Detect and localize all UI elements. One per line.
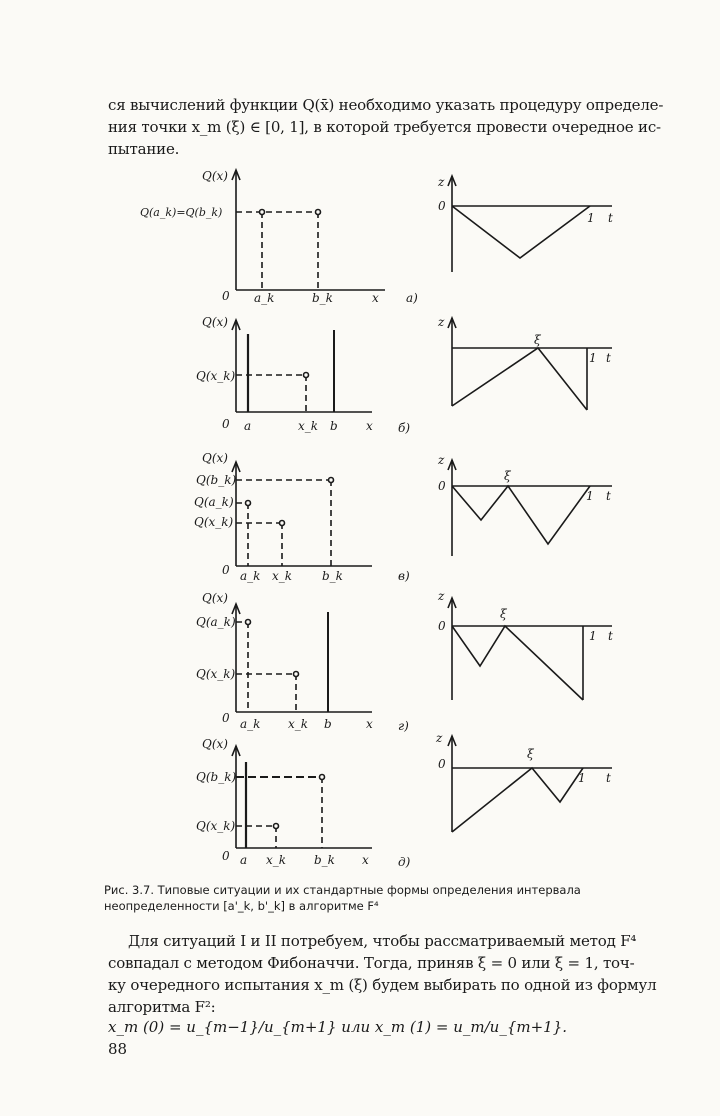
text-line: совпадал с методом Фибоначчи. Тогда, приняв ξ = 0 или ξ = 1, точ- [108,954,635,972]
panel-d-origin: 0 [438,757,446,771]
figure-caption [104,882,704,914]
bottom-paragraph [108,930,668,1018]
panel-b-y-label: Q(x) [202,315,228,329]
panel-v-label: в) [398,569,410,583]
point-ak [246,620,251,625]
point-bk [329,478,334,483]
panel-v-y-label: Q(x) [202,451,228,465]
z-curve [452,348,587,410]
panel-v-z-label: z [438,453,445,467]
panel-a-x-label: x [372,291,379,305]
point-xk [280,521,285,526]
panel-b-x-label: a [244,419,252,433]
page-number: 88 [108,1040,128,1058]
panel-g-left-chart [232,604,372,712]
panel-g-z-label: z [438,589,445,603]
panel-d-xi: ξ [527,747,534,761]
panel-v-x-label: 0 [222,563,230,577]
panel-b-one: 1 [589,351,597,365]
point-ak [260,210,265,215]
panel-d-value-label: Q(x_k) [196,819,236,833]
panel-b-x-label: 0 [222,417,230,431]
panel-v-x-label: a_k [240,569,261,583]
panel-d-x-label: x_k [266,853,287,867]
z-curve [452,768,583,832]
panel-a-left-chart [232,170,385,290]
panel-d-x-label: x [362,853,369,867]
text-line: Для ситуаций I и II потребуем, чтобы рассматриваемый метод F⁴ [128,932,637,950]
text-line: ку очередного испытания x_m (ξ) будем выбирать по одной из формул [108,976,657,994]
panel-g-right-chart [448,598,612,700]
panel-v-value-label: Q(x_k) [194,515,234,529]
panel-v-right-chart [448,460,612,556]
point-ak [246,501,251,506]
panel-g-x-label: a_k [240,717,261,731]
text-line: пытание. [108,140,180,158]
panel-a-t-label: t [608,211,613,225]
panel-d-label: д) [398,855,411,869]
caption-line: неопределенности [a'_k, b'_k] в алгоритме F⁴ [104,899,379,913]
panel-b-x-label: x [366,419,373,433]
panel-v-value-label: Q(b_k) [196,473,237,487]
panel-a-one: 1 [587,211,595,225]
z-curve [452,486,590,544]
panel-d-x-label: b_k [314,853,335,867]
panel-a-z-label: z [438,175,445,189]
panel-g-y-label: Q(x) [202,591,228,605]
panel-b-right-chart [448,318,612,410]
panel-v-x-label: x_k [272,569,293,583]
panel-a-x-label: a_k [254,291,275,305]
panel-g-label: г) [398,719,409,733]
panel-v-left-chart [232,462,372,566]
panel-a-label: а) [406,291,418,305]
panel-a-y-label: Q(x) [202,169,228,183]
text-line: алгоритма F²: [108,998,216,1016]
panel-a-value-label: Q(a_k)=Q(b_k) [140,206,223,219]
panel-g-x-label: x_k [288,717,309,731]
panel-d-value-label: Q(b_k) [196,770,237,784]
panel-g-one: 1 [589,629,597,643]
panel-g-origin: 0 [438,619,446,633]
panel-g-x-label: 0 [222,711,230,725]
panel-b-x-label: x_k [298,419,319,433]
text-line: ния точки x_m (ξ) ∈ [0, 1], в которой требуется провести очередное ис- [108,118,661,136]
panel-g-value-label: Q(x_k) [196,667,236,681]
text-line: ся вычислений функции Q(x̄) необходимо указать процедуру определе- [108,96,664,114]
panel-b-left-chart [232,320,372,412]
panel-v-t-label: t [606,489,611,503]
point-bk [320,775,325,780]
panel-d-one: 1 [578,771,586,785]
panel-d-z-label: z [436,731,443,745]
panel-d-x-label: a [240,853,248,867]
panel-v-xi: ξ [504,469,511,483]
caption-line: Рис. 3.7. Типовые ситуации и их стандартные формы определения интервала [104,883,581,897]
formula: x_m (0) = u_{m−1}/u_{m+1} или x_m (1) = u_m/u_{m+1}. [108,1018,568,1036]
panel-v-origin: 0 [438,479,446,493]
panel-d-t-label: t [606,771,611,785]
panel-b-z-label: z [438,315,445,329]
panel-g-x-label: x [366,717,373,731]
point-xk [304,373,309,378]
panel-b-value-label: Q(x_k) [196,369,236,383]
z-curve [452,206,590,258]
z-curve [452,626,583,700]
panel-d-left-chart [232,746,372,848]
panel-b-xi: ξ [534,333,541,347]
panel-a-x-label: 0 [222,289,230,303]
point-xk [274,824,279,829]
panel-a-origin: 0 [438,199,446,213]
panel-d-y-label: Q(x) [202,737,228,751]
panel-v-value-label: Q(a_k) [194,495,234,509]
point-bk [316,210,321,215]
panel-g-xi: ξ [500,607,507,621]
panel-a-x-label: b_k [312,291,333,305]
point-xk [294,672,299,677]
panel-d-x-label: 0 [222,849,230,863]
panel-b-label: б) [398,421,411,435]
panel-g-t-label: t [608,629,613,643]
panel-b-t-label: t [606,351,611,365]
panel-v-one: 1 [586,489,594,503]
panel-v-x-label: b_k [322,569,343,583]
panel-g-value-label: Q(a_k) [196,615,236,629]
panel-b-x-label: b [330,419,338,433]
panel-g-x-label: b [324,717,332,731]
